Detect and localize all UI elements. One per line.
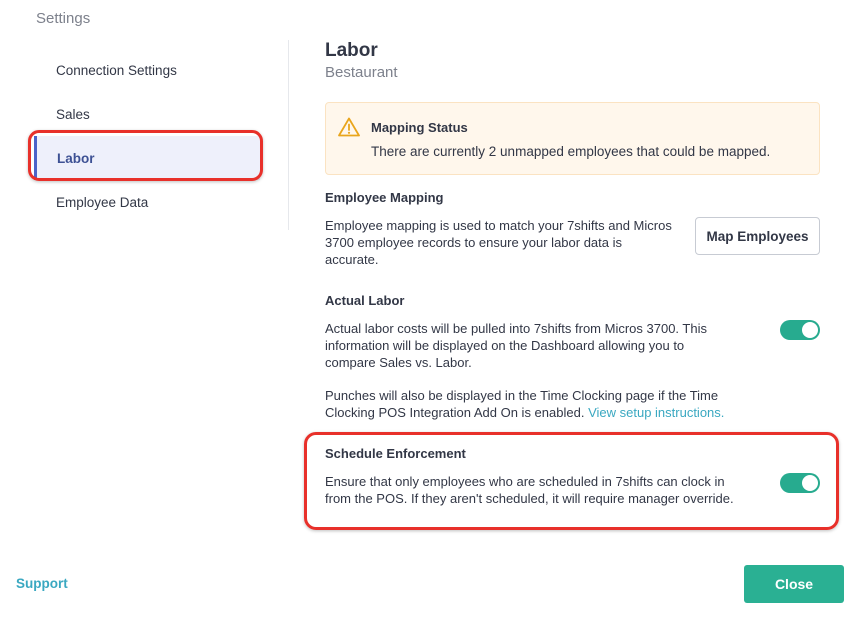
actual-labor-title: Actual Labor (325, 293, 405, 308)
mapping-status-alert (325, 102, 820, 175)
close-button[interactable]: Close (744, 565, 844, 603)
toggle-knob (802, 322, 818, 338)
alert-text: There are currently 2 unmapped employees that could be mapped. (371, 144, 771, 159)
warning-triangle-icon (338, 117, 360, 137)
actual-labor-toggle[interactable] (780, 320, 820, 340)
toggle-knob (802, 475, 818, 491)
employee-mapping-title: Employee Mapping (325, 190, 444, 205)
sidebar-item-employee-data[interactable]: Employee Data (56, 194, 149, 210)
page-title: Labor (325, 40, 378, 61)
employee-mapping-description: Employee mapping is used to match your 7shifts and Micros 3700 employee records to ensure your labor data is accurate. (325, 218, 672, 267)
map-employees-button[interactable]: Map Employees (695, 217, 820, 255)
sidebar-item-labor[interactable]: Labor (34, 136, 260, 180)
sidebar-item-connection-settings[interactable]: Connection Settings (56, 62, 177, 78)
view-setup-instructions-link[interactable]: View setup instructions. (588, 405, 725, 420)
actual-labor-description: Actual labor costs will be pulled into 7shifts from Micros 3700. This information will be displayed on the Dashboard allowing you to compare Sales vs. Labor. (325, 321, 707, 370)
sidebar-divider (288, 40, 289, 230)
schedule-enforcement-title: Schedule Enforcement (325, 446, 466, 461)
alert-title: Mapping Status (371, 120, 468, 135)
support-link[interactable]: Support (16, 576, 68, 591)
settings-title: Settings (36, 10, 91, 27)
schedule-enforcement-toggle[interactable] (780, 473, 820, 493)
location-name: Bestaurant (325, 64, 398, 81)
sidebar-item-sales[interactable]: Sales (56, 106, 90, 122)
schedule-enforcement-description: Ensure that only employees who are scheduled in 7shifts can clock in from the POS. If they aren't scheduled, it will require manager override. (325, 474, 734, 506)
punches-description: Punches will also be displayed in the Time Clocking page if the Time Clocking POS Integration Add On is enabled. View setup instructions. (325, 388, 725, 420)
